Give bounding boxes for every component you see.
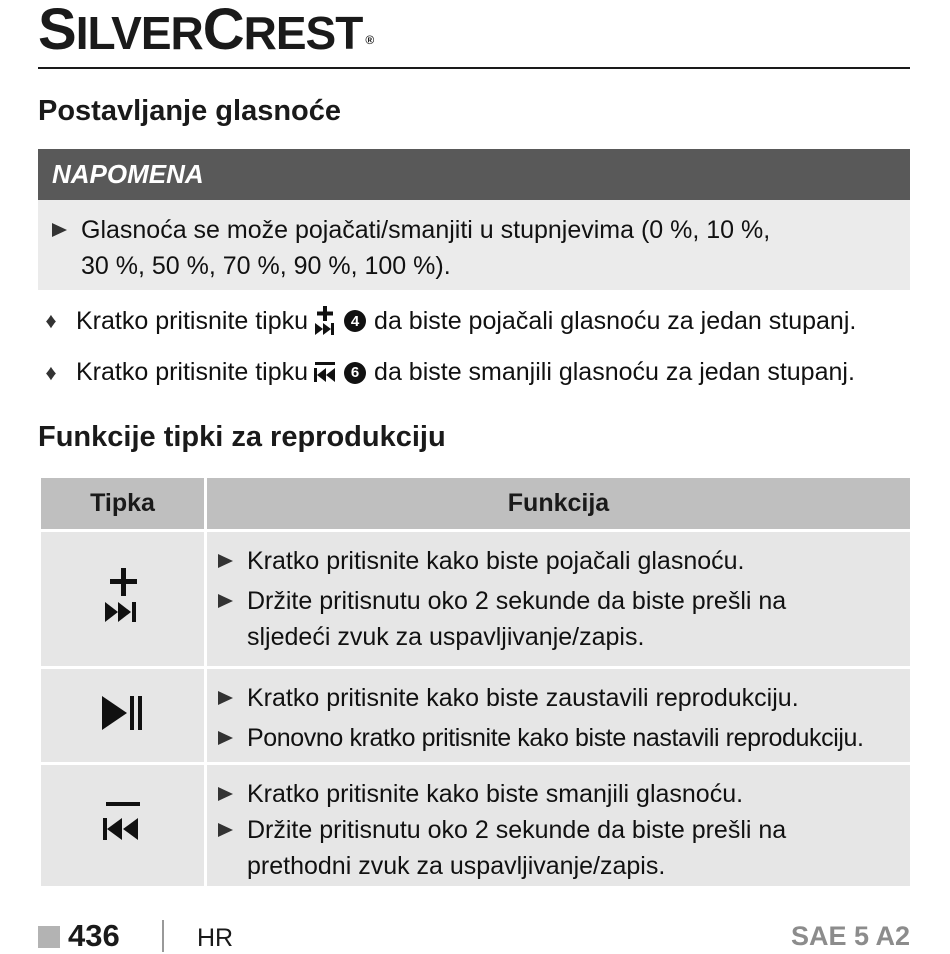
function-line: Kratko pritisnite kako biste smanjili glasnoću. [218, 776, 901, 812]
function-line: Držite pritisnutu oko 2 sekunde da biste prešli na prethodni zvuk za uspavljivanje/zapis. [218, 812, 901, 884]
column-header-function: Funkcija [206, 477, 912, 531]
arrow-right-icon [218, 594, 233, 608]
footer-divider [162, 920, 164, 952]
function-line: Kratko pritisnite kako biste pojačali glasnoću. [218, 543, 901, 579]
note-title: NAPOMENA [38, 149, 910, 200]
table-row [40, 764, 912, 888]
plus-next-icon [313, 306, 337, 336]
table-header-row [40, 477, 912, 531]
header-rule [38, 67, 910, 69]
column-header-key: Tipka [40, 477, 206, 531]
bullet-volume-down: ♦ Kratko pritisnite tipku 6 da biste smanjili glasnoću za jedan stupanj. [38, 358, 855, 387]
diamond-bullet-icon: ♦ [45, 308, 57, 333]
volume-heading: Postavljanje glasnoće [38, 95, 342, 127]
arrow-right-icon [218, 787, 233, 801]
table-row [40, 668, 912, 764]
page-number: 436 [68, 918, 120, 953]
table-row [40, 531, 912, 668]
silvercrest-logo: SILVERCREST ® [38, 0, 374, 62]
arrow-right-icon [218, 731, 233, 745]
plus-next-icon [101, 613, 145, 630]
button-functions-table [38, 475, 913, 889]
function-line: Ponovno kratko pritisnite kako biste nastavili reprodukciju. [218, 720, 901, 756]
arrow-right-icon [218, 691, 233, 705]
model-number: SAE 5 A2 [790, 921, 910, 951]
functions-heading: Funkcije tipki za reprodukciju [38, 421, 446, 453]
callout-number: 6 [344, 362, 366, 384]
arrow-right-icon [52, 223, 67, 237]
bullet-volume-up: ♦ Kratko pritisnite tipku 4 da biste pojačali glasnoću za jedan stupanj. [38, 306, 856, 336]
note-line: Glasnoća se može pojačati/smanjiti u stupnjevima (0 %, 10 %, 30 %, 50 %, 70 %, 90 %, 100 %). [52, 212, 896, 284]
play-pause-icon [100, 719, 146, 736]
previous-icon [313, 362, 337, 384]
function-line: Držite pritisnutu oko 2 sekunde da biste prešli na sljedeći zvuk za uspavljivanje/zapis. [218, 583, 901, 655]
note-box [38, 200, 910, 290]
callout-number: 4 [344, 310, 366, 332]
arrow-right-icon [218, 554, 233, 568]
arrow-right-icon [218, 823, 233, 837]
footer-square-icon [38, 926, 60, 948]
diamond-bullet-icon: ♦ [45, 359, 57, 385]
minus-previous-icon [100, 831, 146, 848]
function-line: Kratko pritisnite kako biste zaustavili reprodukciju. [218, 680, 901, 716]
language-code: HR [197, 924, 234, 952]
